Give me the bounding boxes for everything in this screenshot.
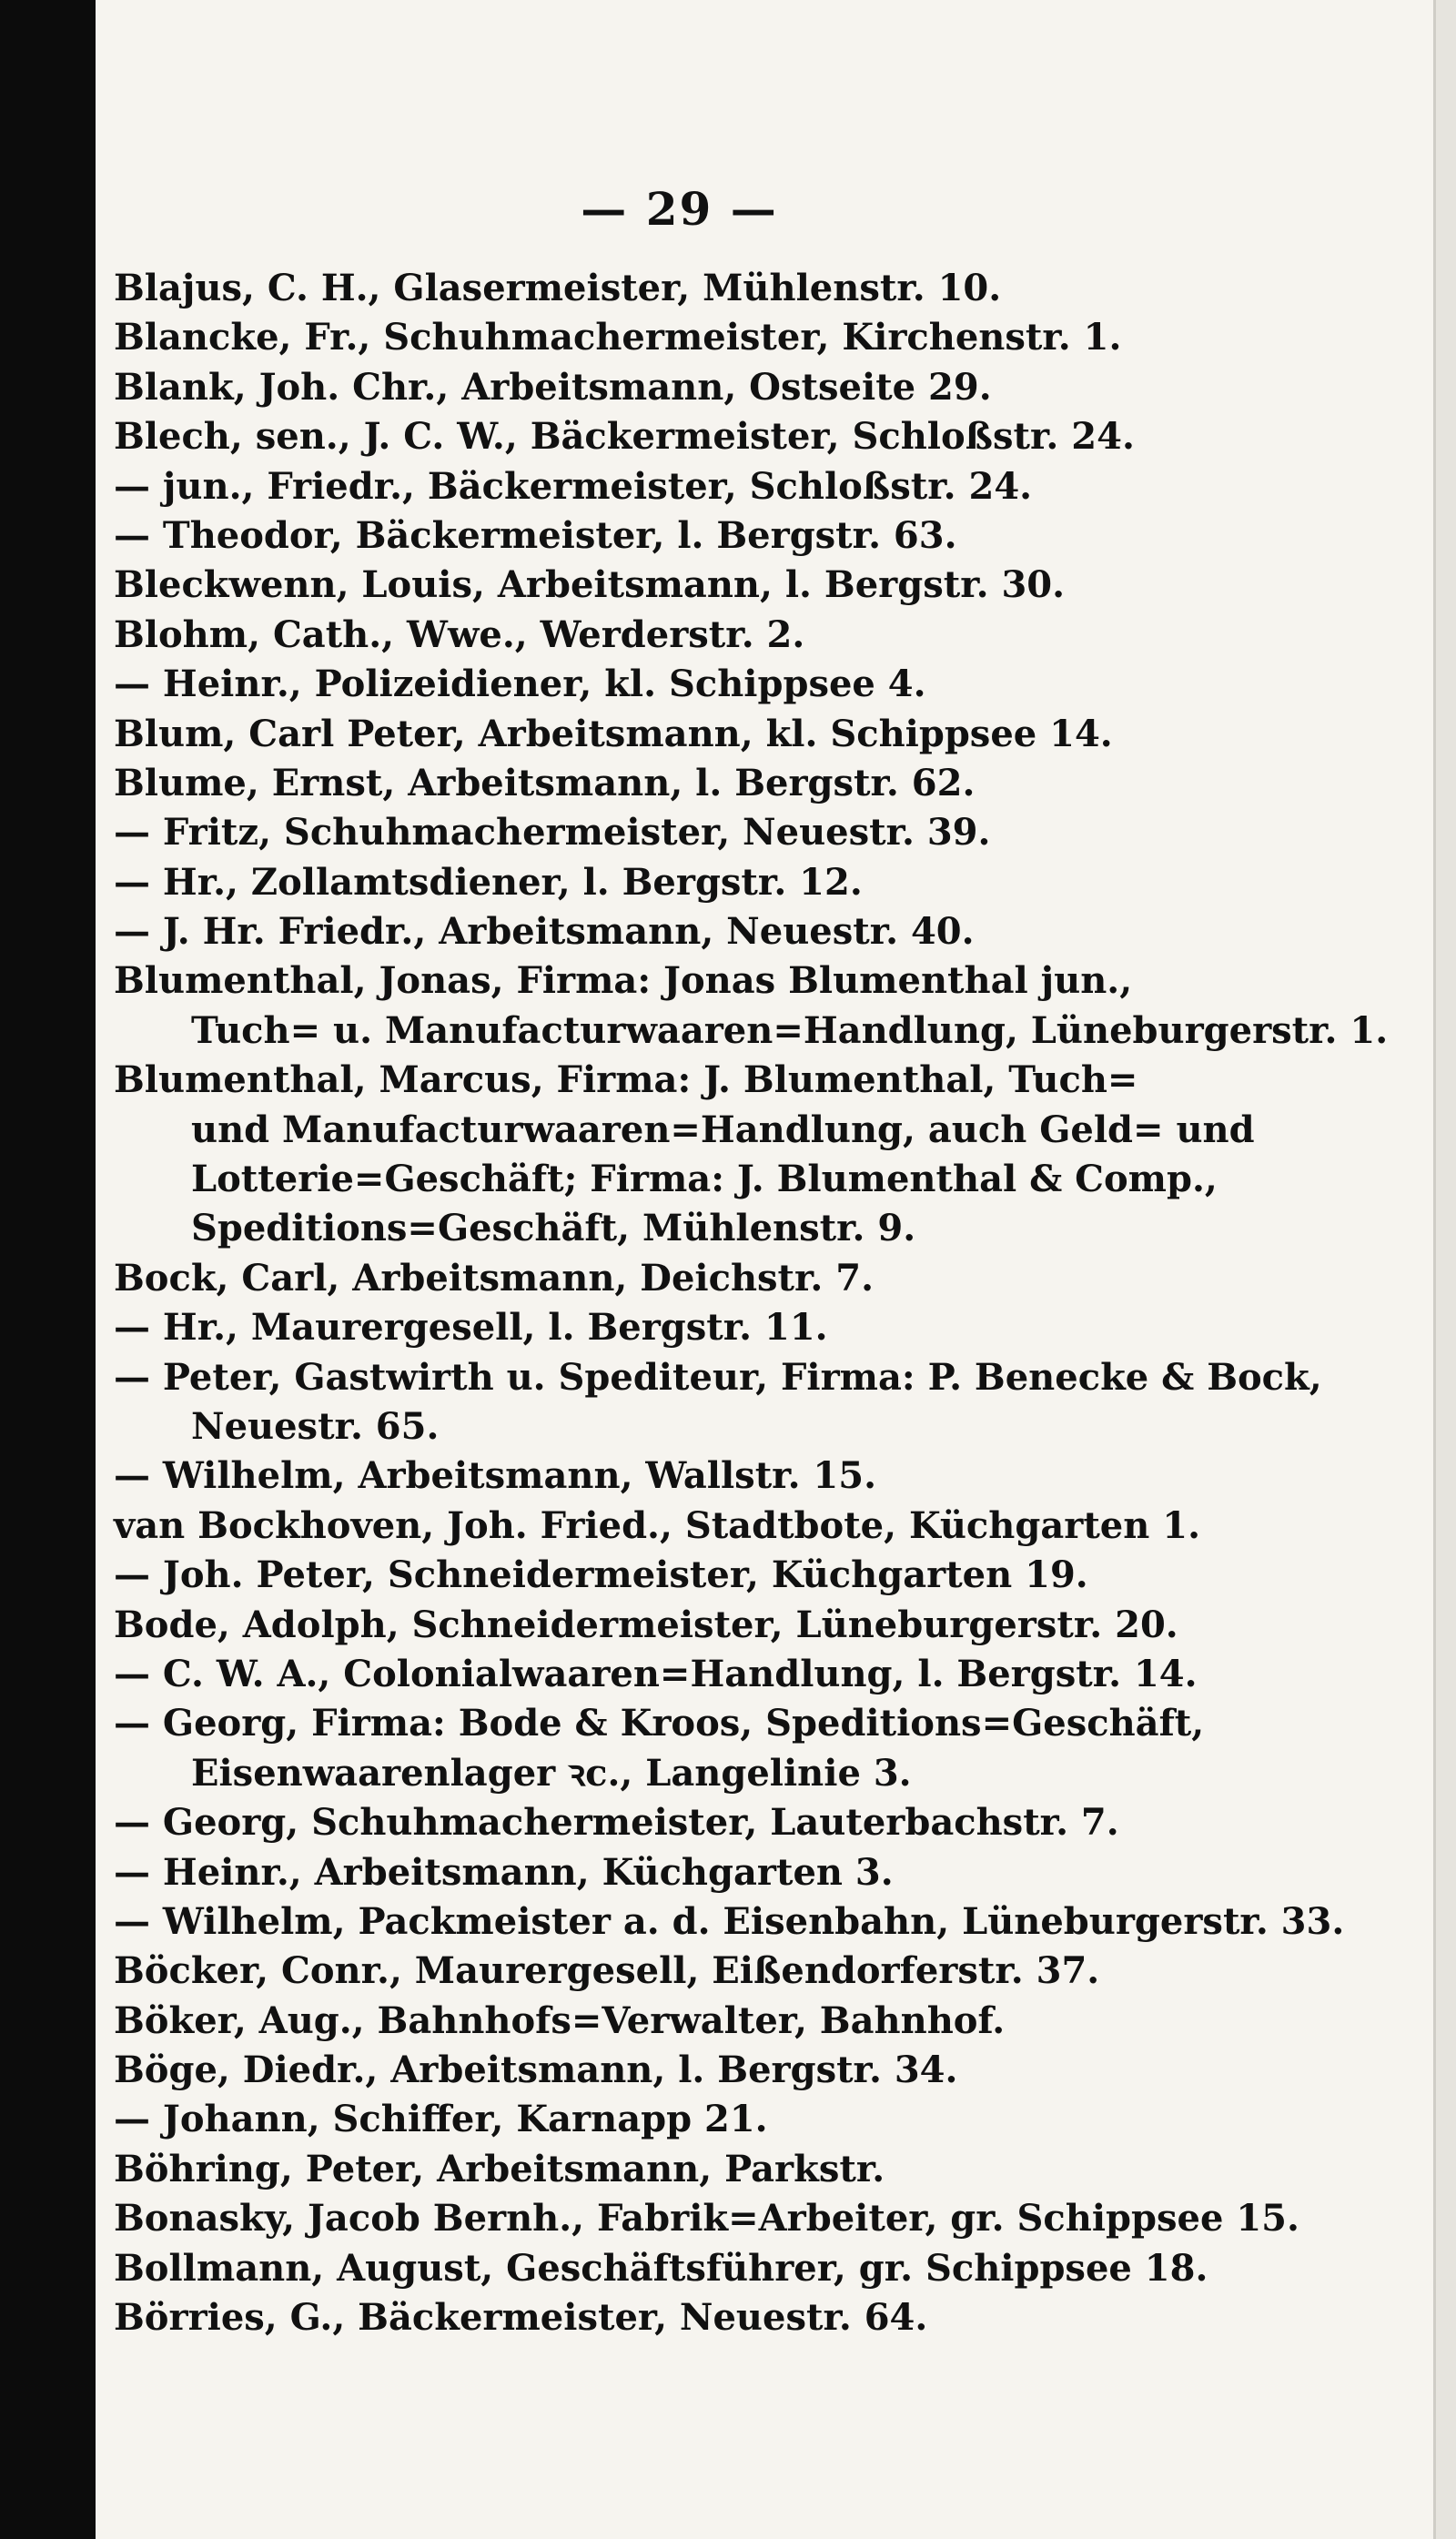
entry-line: Böhring, Peter, Arbeitsmann, Parkstr. [114, 2147, 885, 2190]
entry-line: — Wilhelm, Packmeister a. d. Eisenbahn, Lüneburgerstr. 33. [114, 1899, 1345, 1943]
directory-entry [96, 710, 1224, 759]
directory-entry [96, 1699, 1224, 1798]
entry-line: — Georg, Firma: Bode & Kroos, Speditions=Geschäft, [114, 1702, 1205, 1745]
entry-line: Blancke, Fr., Schuhmachermeister, Kirchenstr. 1. [114, 316, 1122, 359]
directory-entry [96, 1254, 1224, 1303]
directory-entries [96, 264, 1389, 2342]
entry-line: — Peter, Gastwirth u. Spediteur, Firma: P. Benecke & Bock, [114, 1355, 1322, 1399]
directory-entry [96, 264, 1224, 313]
directory-entry [96, 2293, 1224, 2342]
entry-line: Blumenthal, Jonas, Firma: Jonas Blumenthal jun., [114, 959, 1133, 1003]
entry-line: Böcker, Conr., Maurergesell, Eißendorferstr. 37. [114, 1949, 1100, 1993]
entry-line: — Theodor, Bäckermeister, l. Bergstr. 63. [114, 513, 957, 557]
entry-line: — J. Hr. Friedr., Arbeitsmann, Neuestr. 40. [114, 910, 975, 954]
entry-line: — jun., Friedr., Bäckermeister, Schloßstr. 24. [114, 464, 1033, 508]
directory-entry [96, 1650, 1224, 1699]
entry-continuation-line: Eisenwaarenlager ꝛc., Langelinie 3. [191, 1751, 912, 1795]
directory-entry [96, 511, 1224, 561]
entry-line: Bock, Carl, Arbeitsmann, Deichstr. 7. [114, 1256, 875, 1300]
entry-line: — Fritz, Schuhmachermeister, Neuestr. 39. [114, 811, 991, 855]
entry-line: — Hr., Maurergesell, l. Bergstr. 11. [114, 1306, 828, 1350]
entry-continuation-line: Speditions=Geschäft, Mühlenstr. 9. [191, 1207, 916, 1250]
entry-line: Bollmann, August, Geschäftsführer, gr. Schippsee 18. [114, 2246, 1208, 2290]
entry-continuation-line: Lotterie=Geschäft; Firma: J. Blumenthal & Comp., [191, 1158, 1218, 1201]
directory-entry [96, 2145, 1224, 2194]
entry-line: — Hr., Zollamtsdiener, l. Bergstr. 12. [114, 860, 863, 904]
entry-continuation-line: und Manufacturwaaren=Handlung, auch Geld= und [191, 1108, 1255, 1151]
directory-entry [96, 759, 1224, 808]
directory-entry [96, 1056, 1255, 1254]
directory-entry [96, 363, 1224, 412]
directory-entry [96, 956, 1389, 1056]
document-page [96, 0, 1436, 2539]
entry-continuation-line: Neuestr. 65. [191, 1404, 440, 1448]
entry-line: — C. W. A., Colonialwaaren=Handlung, l. Bergstr. 14. [114, 1652, 1198, 1695]
directory-entry [96, 2244, 1224, 2293]
entry-line: Bonasky, Jacob Bernh., Fabrik=Arbeiter, gr. Schippsee 15. [114, 2197, 1299, 2241]
directory-entry [96, 1601, 1224, 1650]
entry-line: Blum, Carl Peter, Arbeitsmann, kl. Schippsee 14. [114, 712, 1113, 755]
directory-entry [96, 660, 1224, 709]
directory-entry [96, 1551, 1224, 1600]
entry-line: Böker, Aug., Bahnhofs=Verwalter, Bahnhof. [114, 1998, 1006, 2042]
directory-entry [96, 1452, 1224, 1501]
directory-entry [96, 611, 1224, 660]
entry-line: Blech, sen., J. C. W., Bäckermeister, Schloßstr. 24. [114, 415, 1135, 459]
entry-line: Börries, G., Bäckermeister, Neuestr. 64. [114, 2296, 928, 2340]
directory-entry [96, 907, 1224, 956]
entry-line: — Georg, Schuhmachermeister, Lauterbachstr. 7. [114, 1801, 1119, 1845]
entry-line: Blajus, C. H., Glasermeister, Mühlenstr. 10. [114, 267, 1002, 309]
directory-entry [96, 2194, 1299, 2243]
scan-right-margin [1433, 0, 1456, 2539]
directory-entry [96, 2046, 1224, 2095]
entry-line: — Joh. Peter, Schneidermeister, Küchgarten 19. [114, 1553, 1088, 1597]
entry-line: Blume, Ernst, Arbeitsmann, l. Bergstr. 62. [114, 761, 976, 804]
directory-entry [96, 858, 1224, 907]
directory-entry [96, 313, 1224, 362]
entry-line: Blohm, Cath., Wwe., Werderstr. 2. [114, 612, 805, 656]
directory-entry [96, 1303, 1224, 1352]
entry-line: Blank, Joh. Chr., Arbeitsmann, Ostseite 29. [114, 365, 992, 409]
entry-line: — Wilhelm, Arbeitsmann, Wallstr. 15. [114, 1454, 877, 1498]
directory-entry [96, 1897, 1345, 1947]
directory-entry [96, 1997, 1224, 2046]
directory-entry [96, 2095, 1224, 2144]
directory-entry [96, 1848, 1224, 1897]
entry-line: Bleckwenn, Louis, Arbeitsmann, l. Bergstr. 30. [114, 563, 1066, 607]
entry-line: — Heinr., Polizeidiener, kl. Schippsee 4. [114, 663, 926, 706]
page-number: — 29 — [581, 182, 778, 236]
directory-entry [96, 462, 1224, 511]
entry-line: — Johann, Schiffer, Karnapp 21. [114, 2098, 768, 2141]
scan-left-margin [0, 0, 96, 2539]
entry-line: Böge, Diedr., Arbeitsmann, l. Bergstr. 34. [114, 2048, 958, 2092]
entry-line: Bode, Adolph, Schneidermeister, Lüneburgerstr. 20. [114, 1603, 1178, 1646]
entry-continuation-line: Tuch= u. Manufacturwaaren=Handlung, Lüneburgerstr. 1. [191, 1008, 1389, 1052]
directory-entry [96, 1502, 1224, 1551]
directory-entry [96, 1353, 1322, 1452]
directory-entry [96, 561, 1224, 610]
entry-line: — Heinr., Arbeitsmann, Küchgarten 3. [114, 1850, 894, 1894]
directory-entry [96, 412, 1224, 461]
directory-entry [96, 808, 1224, 857]
directory-entry [96, 1798, 1224, 1847]
entry-line: van Bockhoven, Joh. Fried., Stadtbote, Küchgarten 1. [114, 1503, 1201, 1547]
directory-entry [96, 1947, 1224, 1996]
entry-line: Blumenthal, Marcus, Firma: J. Blumenthal, Tuch= [114, 1058, 1138, 1102]
